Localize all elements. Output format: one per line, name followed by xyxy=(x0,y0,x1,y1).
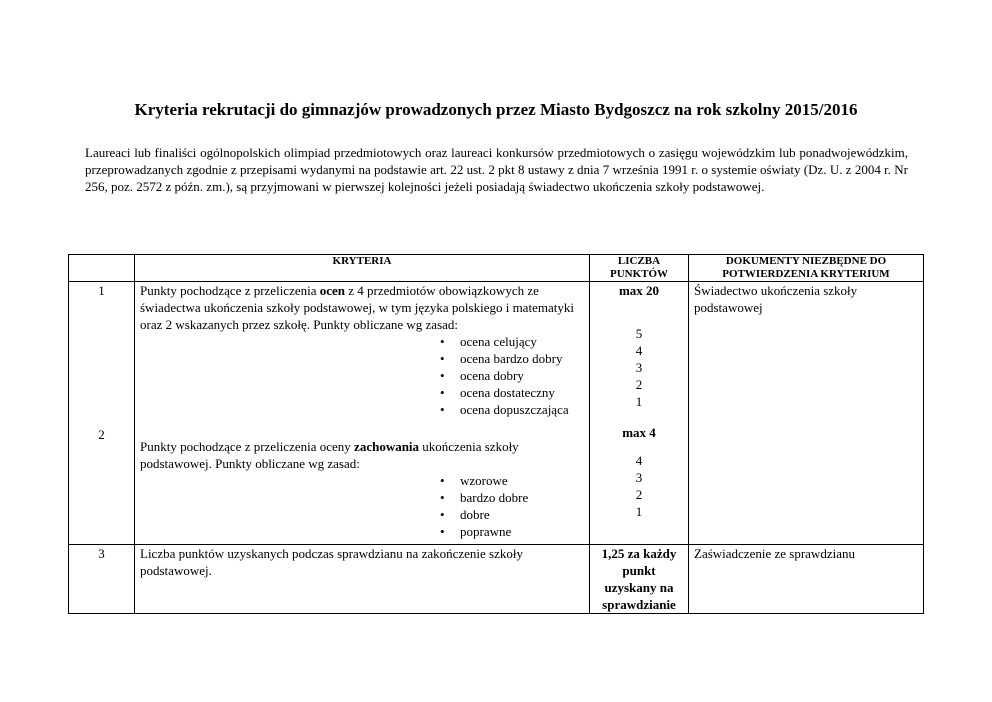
behaviour-point: 2 xyxy=(635,487,643,502)
list-item: • ocena dopuszczająca xyxy=(140,401,584,418)
header-criteria: KRYTERIA xyxy=(135,255,590,282)
criteria-cell xyxy=(135,282,590,545)
list-item: • wzorowe xyxy=(140,472,584,489)
header-number xyxy=(69,255,135,282)
list-item: • bardzo dobre xyxy=(140,489,584,506)
row-number-3: 3 xyxy=(69,545,135,614)
list-item: • poprawne xyxy=(140,523,584,540)
intro-paragraph: Laureaci lub finaliści ogólnopolskich olimpiad przedmiotowych oraz laureaci konkursów przedmiotowych o zasięgu wojewódzkim lub ponadwojewódzkim, przeprowadzanych zgodnie z przepisami wydanymi na podstawie art. 22 ust. 2 pkt 8 ustawy z dnia 7 września 1991 r. o systemie oświaty (Dz. U. z 2004 r. Nr 256, poz. 2572 z późn. zm.), są przyjmowani w pierwszej kolejności jeżeli posiadają świadectwo ukończenia szkoły podstawowej. xyxy=(85,145,908,194)
documents-cell: Świadectwo ukończenia szkoły podstawowej xyxy=(689,282,924,545)
grade-point: 4 xyxy=(635,343,643,358)
table-header-row xyxy=(69,255,924,282)
row-number-cell xyxy=(69,282,135,545)
behaviour-list xyxy=(140,472,584,540)
behaviour-point: 1 xyxy=(635,504,643,519)
grade-point: 5 xyxy=(635,326,643,341)
criteria-cell: Liczba punktów uzyskanych podczas sprawdzianu na zakończenie szkoły podstawowej. xyxy=(135,545,590,614)
criterion-grades-text: Punkty pochodzące z przeliczenia ocen z 4 przedmiotów obowiązkowych ze świadectwa ukończenia szkoły podstawowej, w tym języka polskiego i matematyki oraz 2 wskazanych przez szkołę. Punkty obliczane wg zasad: xyxy=(140,283,574,332)
list-item: • ocena celujący xyxy=(140,333,584,350)
points-cell: 1,25 za każdy punkt uzyskany na sprawdzianie xyxy=(590,545,689,614)
behaviour-point: 4 xyxy=(635,453,643,468)
list-item: • dobre xyxy=(140,506,584,523)
header-points: LICZBA PUNKTÓW xyxy=(590,255,689,282)
max-grades-points: max 20 xyxy=(618,283,660,298)
behaviour-point: 3 xyxy=(635,470,643,485)
grade-point: 1 xyxy=(635,394,643,409)
max-behaviour-points: max 4 xyxy=(622,425,656,440)
list-item: • ocena dostateczny xyxy=(140,384,584,401)
table-row xyxy=(69,545,924,614)
criterion-behaviour-text: Punkty pochodzące z przeliczenia oceny zachowania ukończenia szkoły podstawowej. Punkty obliczane wg zasad: xyxy=(140,439,519,471)
row-number-2: 2 xyxy=(98,427,105,442)
list-item: • ocena dobry xyxy=(140,367,584,384)
grade-point: 2 xyxy=(635,377,643,392)
list-item: • ocena bardzo dobry xyxy=(140,350,584,367)
points-cell xyxy=(590,282,689,545)
row-number-1: 1 xyxy=(98,283,105,298)
document-title: Kryteria rekrutacji do gimnazjów prowadzonych przez Miasto Bydgoszcz na rok szkolny 2015/2016 xyxy=(134,100,858,119)
grades-list xyxy=(140,333,584,418)
table-row xyxy=(69,282,924,545)
header-documents: DOKUMENTY NIEZBĘDNE DO POTWIERDZENIA KRYTERIUM xyxy=(689,255,924,282)
criteria-table xyxy=(68,254,924,614)
grade-point: 3 xyxy=(635,360,643,375)
documents-cell: Zaświadczenie ze sprawdzianu xyxy=(689,545,924,614)
